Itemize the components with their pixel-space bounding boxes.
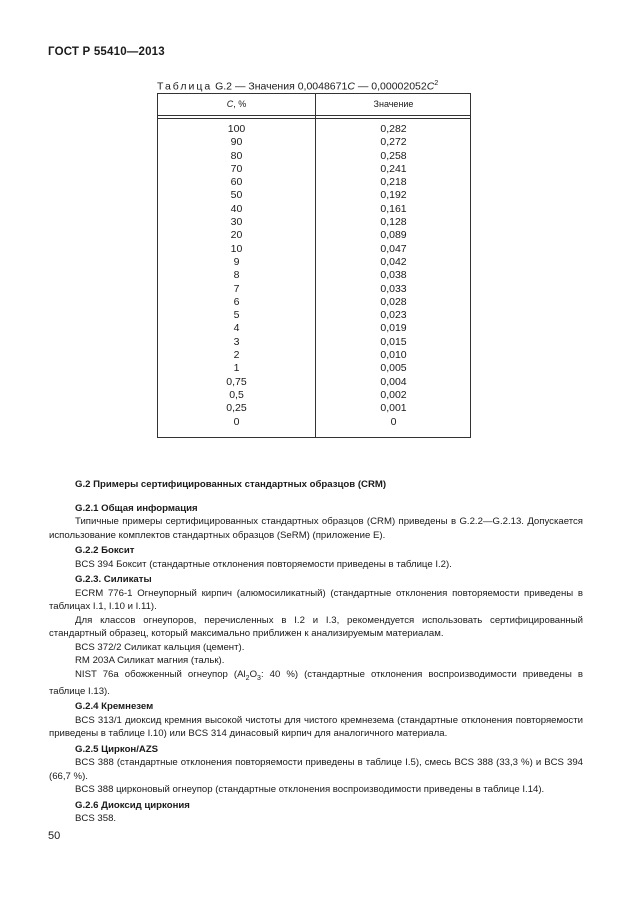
cell-value: 0,241: [380, 162, 407, 175]
table-row: [158, 203, 470, 216]
caption-superscript: 2: [434, 80, 439, 87]
cell-percent: 60: [230, 176, 243, 189]
cell-value: 0,015: [380, 335, 407, 348]
table-body: [158, 123, 470, 429]
cell-percent: 80: [230, 149, 243, 162]
table-row: [158, 163, 470, 176]
cell-value: 0,002: [380, 388, 407, 401]
nist-text-c: : 40 %) (стандартные отклонения воспроизводимости приведены в таблице I.13).: [49, 668, 583, 697]
cell-value: 0,028: [380, 295, 407, 308]
table-header: [158, 94, 470, 116]
g26-heading: G.2.6 Диоксид циркония: [75, 799, 190, 811]
table-row: [158, 416, 470, 429]
caption-var2: C: [426, 80, 435, 93]
cell-percent: 100: [227, 123, 246, 135]
cell-value: 0,023: [380, 309, 407, 322]
g25-paragraph-2: BCS 388 цирконовый огнеупор (стандартные отклонения воспроизводимости приведены в таблице I.14).: [75, 784, 545, 796]
g23-heading: G.2.3. Силикаты: [75, 574, 152, 585]
cell-value: 0,192: [380, 189, 407, 202]
table-row: [158, 309, 470, 322]
table-row: [158, 243, 470, 256]
g23-paragraph-5: [49, 668, 583, 699]
section-body: [49, 478, 583, 826]
caption-word: Таблица: [157, 80, 213, 93]
cell-percent: 7: [233, 282, 240, 295]
cell-percent: 90: [230, 136, 243, 149]
caption-part1: — Значения 0,0048671: [232, 80, 348, 93]
table-caption: [157, 80, 438, 93]
header-double-rule: [158, 118, 470, 119]
nist-text-a: NIST 76a обожженный огнеупор (Al: [75, 668, 246, 680]
cell-value: 0,019: [380, 322, 407, 335]
cell-value: 0,010: [380, 349, 407, 362]
cell-percent: 50: [230, 189, 243, 202]
cell-value: 0,004: [380, 375, 407, 388]
cell-percent: 70: [230, 162, 243, 175]
g24-paragraph: BCS 313/1 диоксид кремния высокой чистоты для чистого кремнезема (стандартные отклонения повторяемости приведены в таблице I.10) или BCS 314 динасовый кирпич для аналогичного материала.: [49, 714, 583, 740]
table-row: [158, 402, 470, 415]
cell-percent: 4: [233, 322, 240, 335]
table-row: [158, 150, 470, 163]
nist-sub-1: 2: [245, 674, 250, 682]
cell-value: 0,047: [380, 242, 407, 255]
cell-percent: 10: [230, 242, 243, 255]
table-row: [158, 283, 470, 296]
cell-percent: 2: [233, 349, 240, 362]
cell-value: 0,038: [380, 269, 407, 282]
cell-value: 0,282: [380, 123, 407, 135]
cell-percent: 5: [233, 309, 240, 322]
caption-var1: C: [347, 80, 355, 93]
cell-value: 0,042: [380, 255, 407, 268]
cell-value: 0: [390, 415, 397, 428]
cell-value: 0,272: [380, 136, 407, 149]
table-row: [158, 189, 470, 202]
g24-heading: G.2.4 Кремнезем: [75, 701, 154, 713]
cell-value: 0,218: [380, 176, 407, 189]
table-row: [158, 336, 470, 349]
cell-percent: 20: [230, 229, 243, 242]
g22-heading: G.2.2 Боксит: [75, 545, 135, 556]
cell-percent: 0,75: [226, 375, 247, 388]
g22-paragraph: BCS 394 Боксит (стандартные отклонения повторяемости приведены в таблице I.2).: [75, 558, 452, 570]
cell-percent: 30: [230, 216, 243, 229]
cell-percent: 0: [233, 415, 240, 428]
nist-sub-2: 3: [257, 674, 261, 682]
g26-paragraph: BCS 358.: [75, 813, 117, 825]
cell-value: 0,033: [380, 282, 407, 295]
table-row: [158, 296, 470, 309]
g21-heading: G.2.1 Общая информация: [75, 502, 198, 514]
table-row: [158, 376, 470, 389]
g23-paragraph-1: ECRM 776-1 Огнеупорный кирпич (алюмосиликатный) (стандартные отклонения повторяемости приведены в таблицах I.1, I.10 и I.11).: [49, 587, 583, 612]
table-row: [158, 216, 470, 229]
values-table: [157, 93, 471, 438]
cell-value: 0,005: [380, 362, 407, 375]
g23-paragraph-4: RM 203A Силикат магния (тальк).: [75, 655, 225, 666]
cell-percent: 3: [233, 335, 240, 348]
table-row: [158, 349, 470, 362]
table-row: [158, 269, 470, 282]
cell-value: 0,001: [380, 402, 407, 415]
table-row: [158, 176, 470, 189]
cell-percent: 8: [233, 269, 240, 282]
col-header-c-var: C: [226, 99, 234, 109]
caption-id: G.2: [215, 80, 233, 93]
cell-percent: 1: [233, 362, 240, 375]
g25-heading: G.2.5 Циркон/AZS: [75, 743, 159, 755]
document-standard-number: ГОСТ Р 55410—2013: [48, 46, 165, 58]
col-header-c: [158, 99, 315, 109]
table-row: [158, 136, 470, 149]
table-row: [158, 256, 470, 269]
g25-paragraph-1: BCS 388 (стандартные отклонения повторяемости приведены в таблице I.5), смесь BCS 388 (33,3 %) и BCS 394 (66,7 %).: [49, 757, 583, 782]
cell-percent: 6: [233, 295, 240, 308]
cell-percent: 0,5: [229, 388, 244, 401]
cell-value: 0,161: [380, 202, 407, 215]
nist-text-b: O: [249, 668, 258, 680]
g23-paragraph-2: Для классов огнеупоров, перечисленных в I.2 и I.3, рекомендуется использовать сертифицированный стандартный образец, который максимально приближен к анализируемым материалам.: [49, 614, 583, 639]
caption-part2: — 0,00002052: [354, 80, 427, 93]
table-row: [158, 389, 470, 402]
col-header-c-unit: , %: [233, 99, 247, 109]
table-row: [158, 123, 470, 136]
page-number: 50: [48, 830, 61, 842]
col-header-value: Значение: [373, 99, 414, 109]
table-row: [158, 322, 470, 335]
cell-percent: 0,25: [226, 402, 247, 415]
table-row: [158, 362, 470, 375]
cell-value: 0,089: [380, 229, 407, 242]
cell-value: 0,258: [380, 149, 407, 162]
cell-percent: 9: [233, 255, 240, 268]
g23-paragraph-3: BCS 372/2 Силикат кальция (цемент).: [75, 641, 245, 653]
g21-paragraph: Типичные примеры сертифицированных стандартных образцов (CRM) приведены в G.2.2—G.2.13. Допускается использование комплектов стандартных образцов (SeRM) (приложение Е).: [49, 516, 583, 541]
g2-heading: G.2 Примеры сертифицированных стандартных образцов (CRM): [75, 479, 387, 490]
cell-value: 0,128: [380, 216, 407, 229]
cell-percent: 40: [230, 202, 243, 215]
table-row: [158, 229, 470, 242]
